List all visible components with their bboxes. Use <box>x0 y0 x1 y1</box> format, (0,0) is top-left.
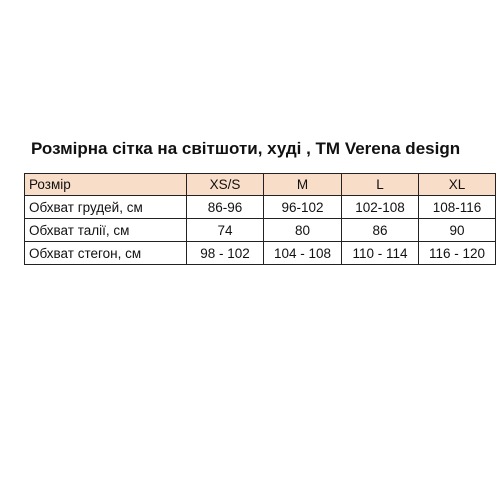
table-row <box>25 242 496 265</box>
table-cell: 80 <box>264 219 342 242</box>
table-cell: 86-96 <box>187 196 264 219</box>
table-cell: 104 - 108 <box>264 242 342 265</box>
table-cell: 96-102 <box>264 196 342 219</box>
table-cell: 86 <box>342 219 419 242</box>
table-cell: 74 <box>187 219 264 242</box>
table-cell: 102-108 <box>342 196 419 219</box>
table-cell: 110 - 114 <box>342 242 419 265</box>
size-table <box>24 173 496 265</box>
row-label-waist: Обхват талії, см <box>25 219 187 242</box>
header-cell-m: M <box>264 174 342 196</box>
header-cell-xl: XL <box>419 174 496 196</box>
table-cell: 98 - 102 <box>187 242 264 265</box>
size-chart-title: Розмірна сітка на світшоти, худі , ТМ Verena design <box>31 139 461 158</box>
table-header-row <box>25 174 496 196</box>
table-cell: 90 <box>419 219 496 242</box>
row-label-hips: Обхват стегон, см <box>25 242 187 265</box>
header-cell-xs-s: XS/S <box>187 174 264 196</box>
row-label-chest: Обхват грудей, см <box>25 196 187 219</box>
header-cell-size: Розмір <box>25 174 187 196</box>
table-cell: 116 - 120 <box>419 242 496 265</box>
table-row <box>25 196 496 219</box>
table-row <box>25 219 496 242</box>
header-cell-l: L <box>342 174 419 196</box>
table-cell: 108-116 <box>419 196 496 219</box>
